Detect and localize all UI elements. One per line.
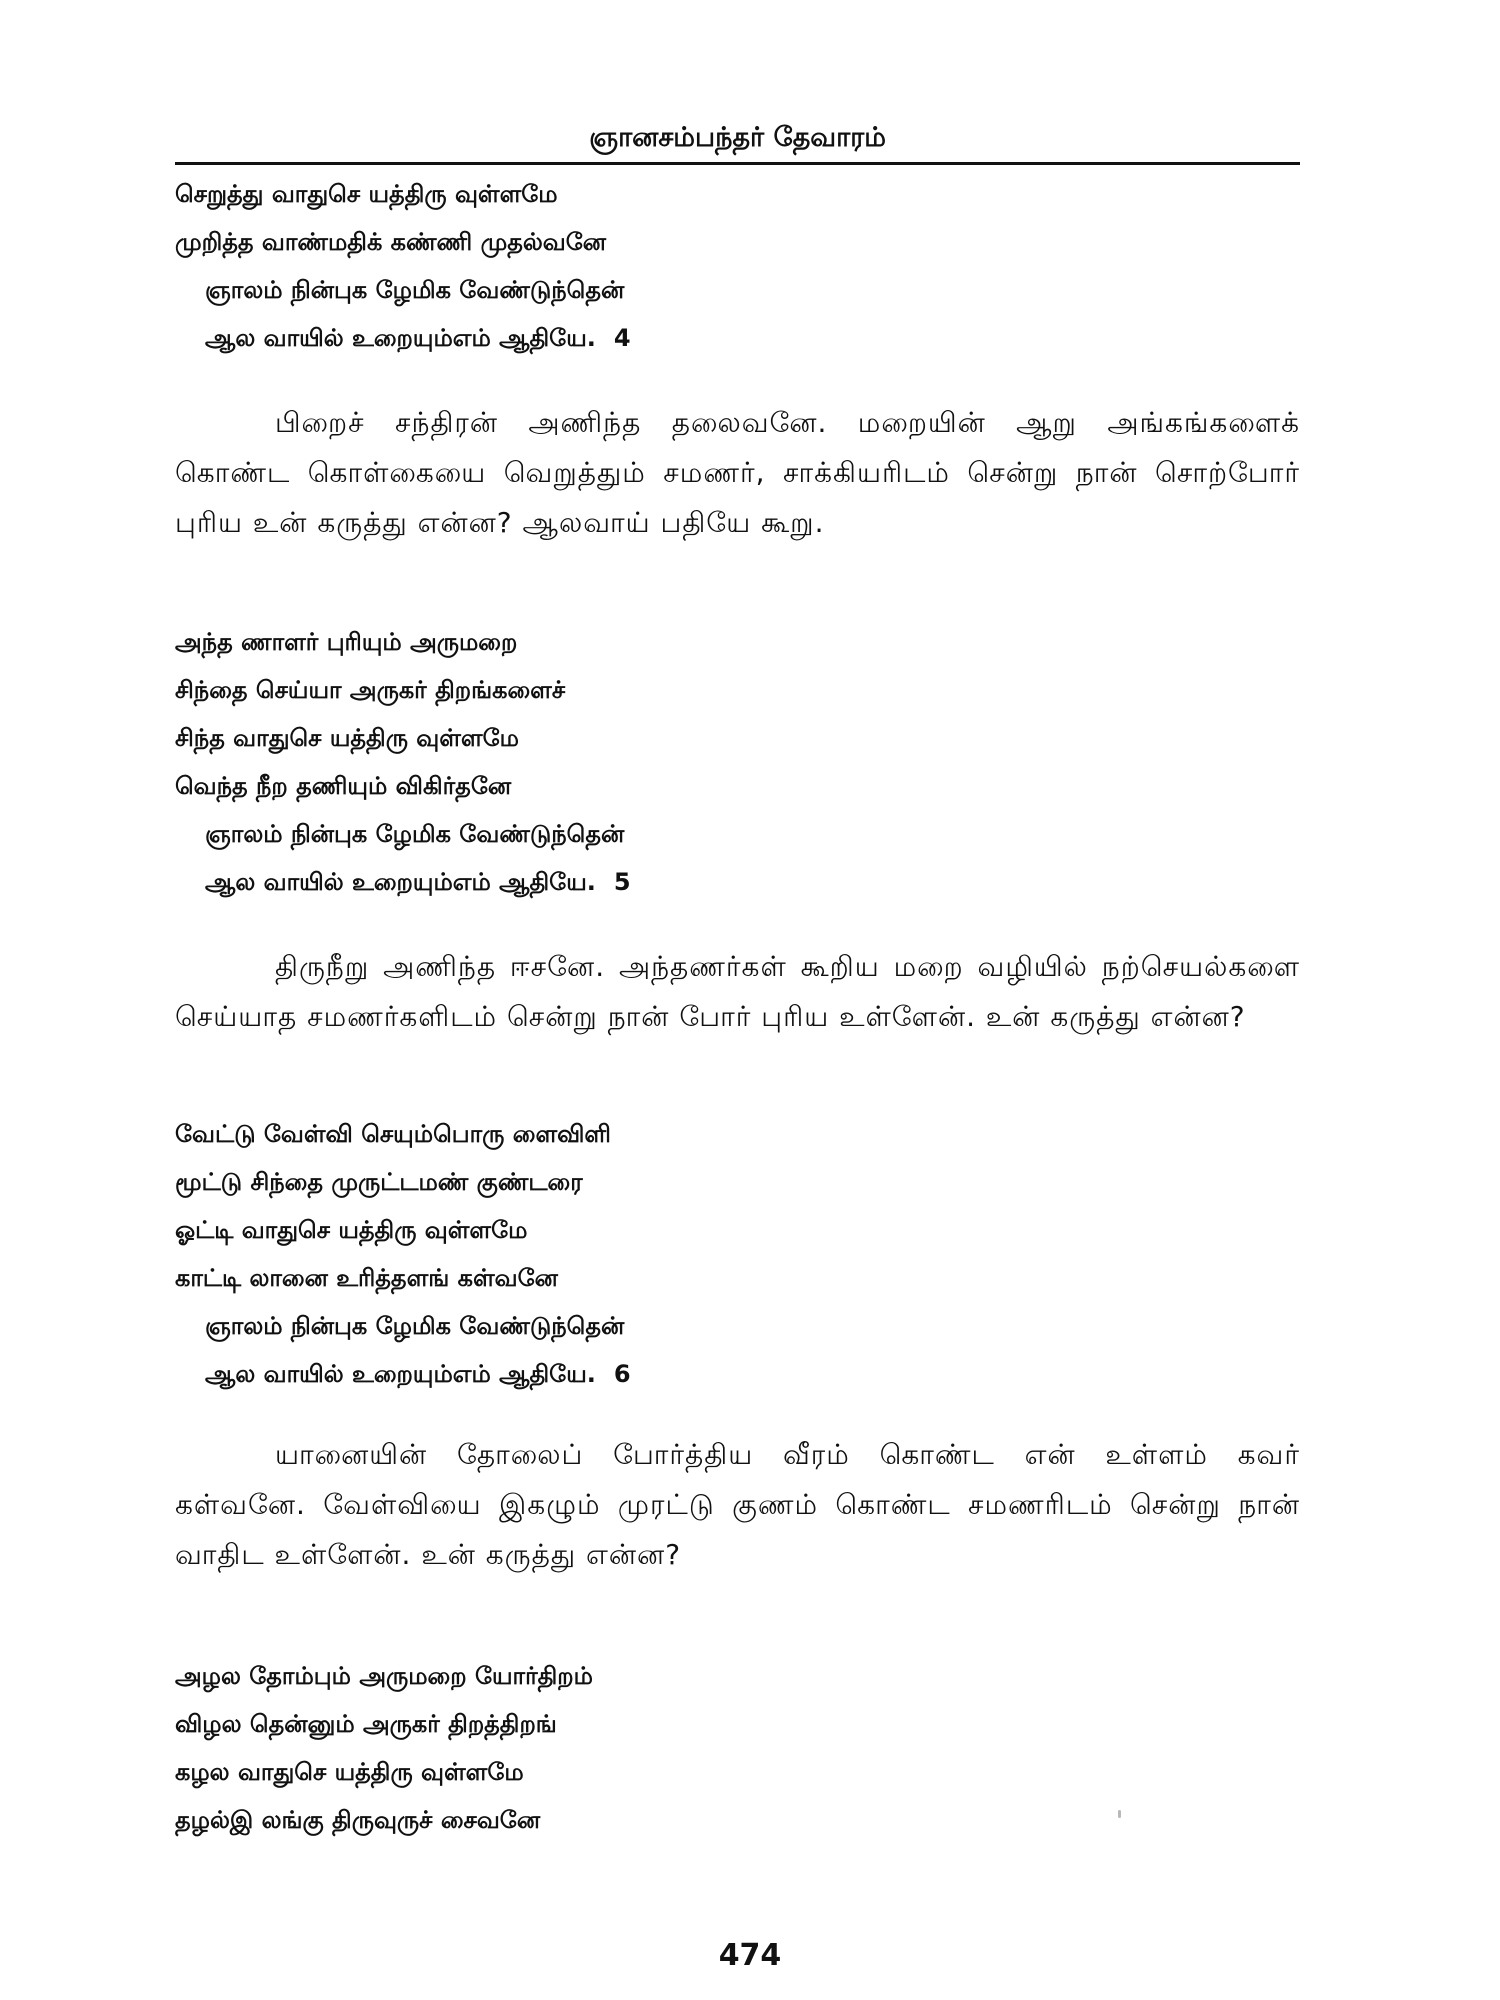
- verse-line: ஞாலம் நின்புக ழேமிக வேண்டுந்தென்: [205, 820, 625, 848]
- verse-line: ஞாலம் நின்புக ழேமிக வேண்டுந்தென்: [205, 276, 625, 304]
- explanation-4: பிறைச் சந்திரன் அணிந்த தலைவனே. மறையின் ஆறு அங்கங்களைக் கொண்ட கொள்கையை வெறுத்தும் சமணர், சாக்கியரிடம் சென்று நான் சொற்போர் புரிய உன் கருத்து என்ன? ஆலவாய் பதியே கூறு.: [175, 406, 1300, 539]
- verse-line-last: [175, 314, 631, 362]
- verse-line-text: ஆல வாயில் உறையும்எம் ஆதியே.: [205, 324, 596, 352]
- book-title: ஞானசம்பந்தர் தேவாரம்: [589, 122, 886, 153]
- verse-7: [175, 1652, 593, 1844]
- header-rule: [175, 162, 1300, 165]
- verse-line: விழல தென்னும் அருகர் திறத்திறங்: [175, 1710, 557, 1738]
- verse-line: சிந்தை செய்யா அருகர் திறங்களைச்: [175, 676, 566, 704]
- verse-line-last: [175, 858, 631, 906]
- verse-line: வேட்டு வேள்வி செயும்பொரு ளைவிளி: [175, 1120, 611, 1148]
- verse-line: செறுத்து வாதுசெ யத்திரு வுள்ளமே: [175, 180, 558, 208]
- verse-line: வெந்த நீற தணியும் விகிர்தனே: [175, 772, 512, 800]
- verse-line: முறித்த வாண்மதிக் கண்ணி முதல்வனே: [175, 228, 607, 256]
- verse-line: ஞாலம் நின்புக ழேமிக வேண்டுந்தென்: [205, 1312, 625, 1340]
- scan-speck: [1118, 1810, 1121, 1818]
- verse-number: 6: [613, 1360, 631, 1388]
- verse-line: கழல வாதுசெ யத்திரு வுள்ளமே: [175, 1758, 524, 1786]
- verse-line-text: ஆல வாயில் உறையும்எம் ஆதியே.: [205, 1360, 596, 1388]
- verse-line: மூட்டு சிந்தை முருட்டமண் குண்டரை: [175, 1168, 583, 1196]
- verse-number: 5: [613, 868, 631, 896]
- verse-4: [175, 170, 631, 362]
- page-number: 474: [718, 1938, 782, 1973]
- verse-5: [175, 618, 631, 906]
- verse-line: அழல தோம்பும் அருமறை யோர்திறம்: [175, 1662, 593, 1690]
- verse-line-text: ஆல வாயில் உறையும்எம் ஆதியே.: [205, 868, 596, 896]
- verse-line: தழல்இ லங்கு திருவுருச் சைவனே: [175, 1806, 541, 1834]
- explanation-6: யானையின் தோலைப் போர்த்திய வீரம் கொண்ட என் உள்ளம் கவர் கள்வனே. வேள்வியை இகழும் முரட்டு குணம் கொண்ட சமணரிடம் சென்று நான் வாதிட உள்ளேன். உன் கருத்து என்ன?: [175, 1438, 1300, 1571]
- verse-line: அந்த ணாளர் புரியும் அருமறை: [175, 628, 518, 656]
- verse-line: ஓட்டி வாதுசெ யத்திரு வுள்ளமே: [175, 1216, 528, 1244]
- explanation-5: திருநீறு அணிந்த ஈசனே. அந்தணர்கள் கூறிய மறை வழியில் நற்செயல்களை செய்யாத சமணர்களிடம் சென்று நான் போர் புரிய உள்ளேன். உன் கருத்து என்ன?: [175, 950, 1300, 1033]
- verse-line: காட்டி லானை உரித்தளங் கள்வனே: [175, 1264, 558, 1292]
- verse-line: சிந்த வாதுசெ யத்திரு வுள்ளமே: [175, 724, 519, 752]
- verse-line-last: [175, 1350, 631, 1398]
- verse-number: 4: [613, 324, 631, 352]
- verse-6: [175, 1110, 631, 1398]
